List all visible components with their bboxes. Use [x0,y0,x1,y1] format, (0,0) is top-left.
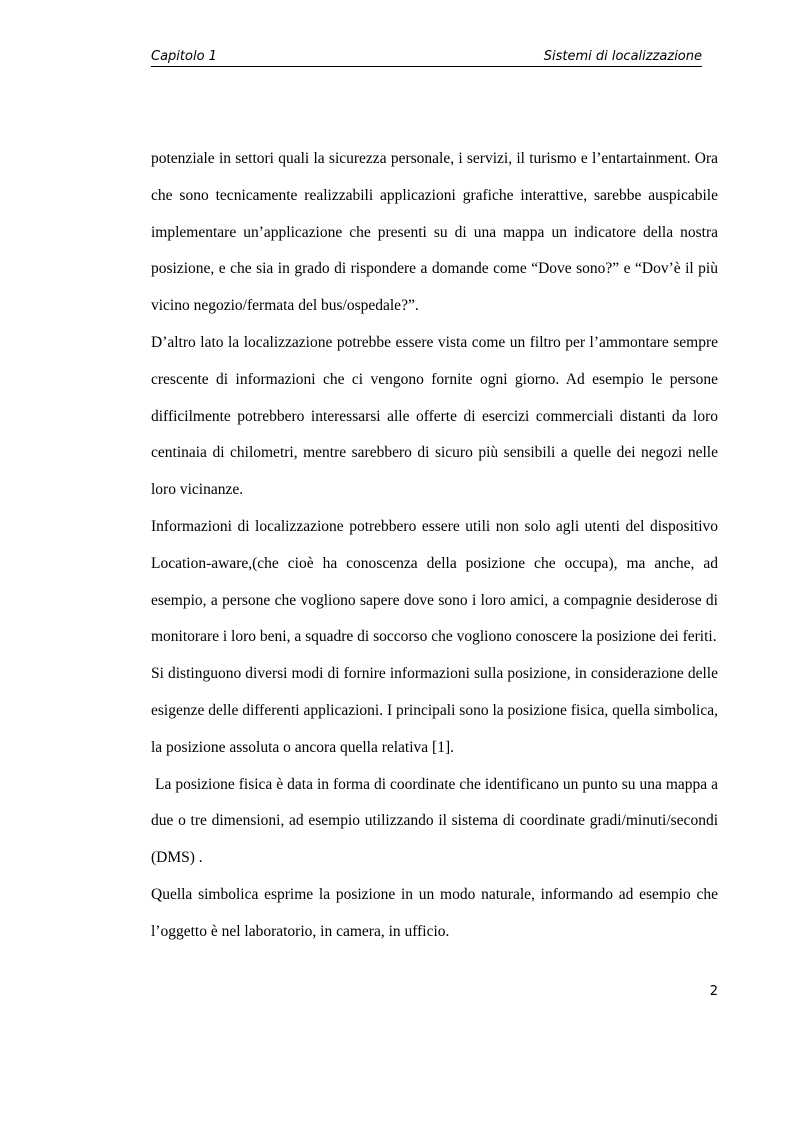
paragraph: Informazioni di localizzazione potrebbero essere utili non solo agli utenti del dispositivo Location-aware,(che cioè ha conoscenza della posizione che occupa), ma anche, ad esempio, a persone che vogliono sapere dove sono i loro amici, a compagnie desiderose di monitorare i loro beni, a squadre di soccorso che vogliono conoscere la posizione dei feriti. [151,517,718,646]
paragraph: La posizione fisica è data in forma di coordinate che identificano un punto su una mappa a due o tre dimensioni, ad esempio utilizzando il sistema di coordinate gradi/minuti/secondi (DMS) . [151,775,722,867]
paragraph: potenziale in settori quali la sicurezza personale, i servizi, il turismo e l’entartainment. Ora che sono tecnicamente realizzabili applicazioni grafiche interattive, sarebbe auspicabile implementare un’applicazione che presenti su di una mappa un indicatore della nostra posizione, e che sia in grado di rispondere a domande come “Dove sono?” e “Dov’è il più vicino negozio/fermata del bus/ospedale?”. [151,150,718,315]
body-text [151,141,722,951]
header-chapter: Capitolo 1 [151,49,217,64]
page-number: 2 [709,984,718,999]
paragraph: D’altro lato la localizzazione potrebbe essere vista come un filtro per l’ammontare sempre crescente di informazioni che ci vengono fornite ogni giorno. Ad esempio le persone difficilmente potrebbero interessarsi alle offerte di esercizi commerciali distanti da loro centinaia di chilometri, mentre sarebbero di sicuro più sensibili a quelle dei negozi nelle loro vicinanze. [151,333,718,499]
paragraph: Quella simbolica esprime la posizione in un modo naturale, informando ad esempio che l’oggetto è nel laboratorio, in camera, in ufficio. [151,885,718,940]
running-header [151,48,702,67]
paragraph: Si distinguono diversi modi di fornire informazioni sulla posizione, in considerazione delle esigenze delle differenti applicazioni. I principali sono la posizione fisica, quella simbolica, la posizione assoluta o ancora quella relativa [1]. [151,665,718,756]
header-section-title: Sistemi di localizzazione [543,49,702,64]
